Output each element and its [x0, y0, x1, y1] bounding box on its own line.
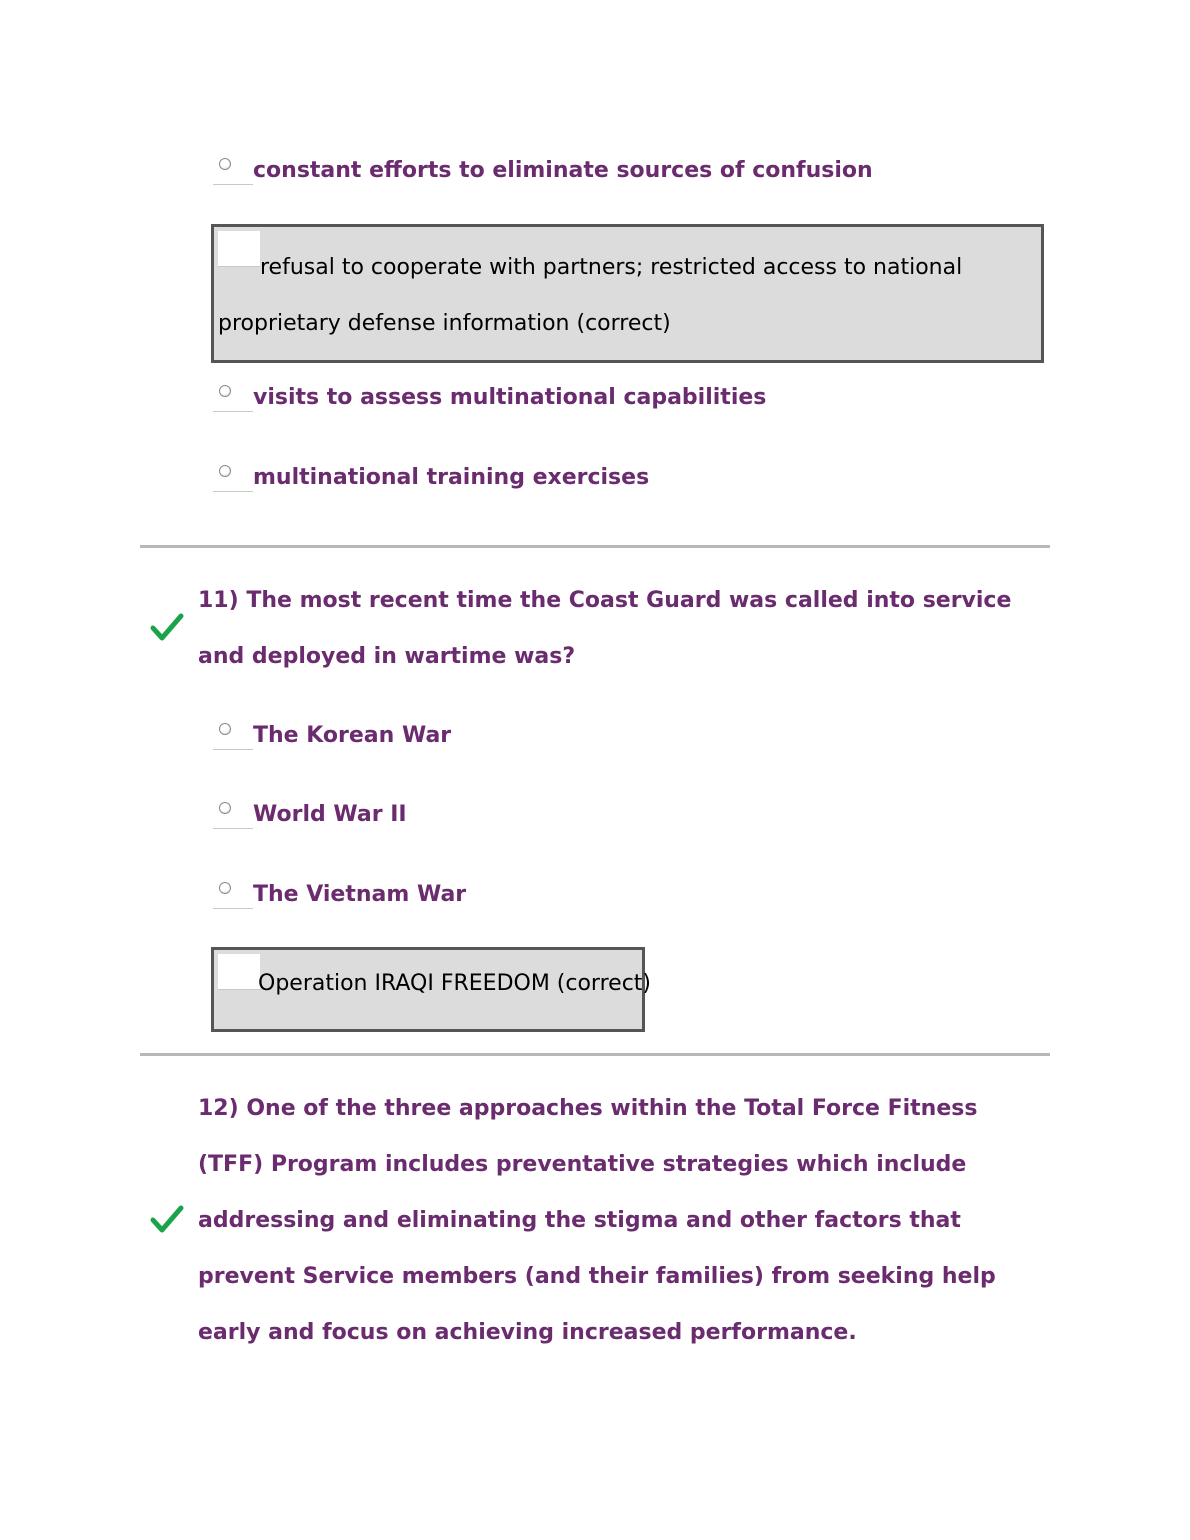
radio-button[interactable] [213, 382, 253, 412]
option-label: multinational training exercises [253, 465, 650, 490]
divider [140, 545, 1050, 548]
option-label: The Korean War [253, 723, 452, 748]
radio-button[interactable] [213, 879, 253, 909]
divider [140, 1053, 1050, 1056]
option-label: The Vietnam War [253, 882, 467, 907]
question-12-text: 12) One of the three approaches within the Total Force Fitness (TFF) Program includes preventative strategies which include addressing and eliminating the stigma and other factors that prevent Service members (and their families) from seeking help early and focus on achieving increased performance. [198, 1096, 996, 1345]
checkmark-icon [150, 610, 184, 644]
radio-button[interactable] [213, 799, 253, 829]
option-label: World War II [253, 802, 407, 827]
radio-button[interactable] [213, 462, 253, 492]
question-11-text: 11) The most recent time the Coast Guard was called into service and deployed in wartime was? [198, 588, 1012, 669]
option-label: refusal to cooperate with partners; restricted access to national proprietary defense information (correct) [218, 255, 963, 336]
checkmark-icon [150, 1202, 184, 1236]
radio-button[interactable] [213, 720, 253, 750]
option-label: constant efforts to eliminate sources of confusion [253, 158, 873, 183]
q11-option-4-correct[interactable] [211, 947, 651, 1032]
option-label: visits to assess multinational capabilities [253, 385, 767, 410]
radio-button[interactable] [213, 155, 253, 185]
radio-button[interactable] [218, 954, 260, 990]
q10-option-2-correct[interactable] [211, 224, 1044, 363]
option-label: Operation IRAQI FREEDOM (correct) [258, 971, 651, 996]
